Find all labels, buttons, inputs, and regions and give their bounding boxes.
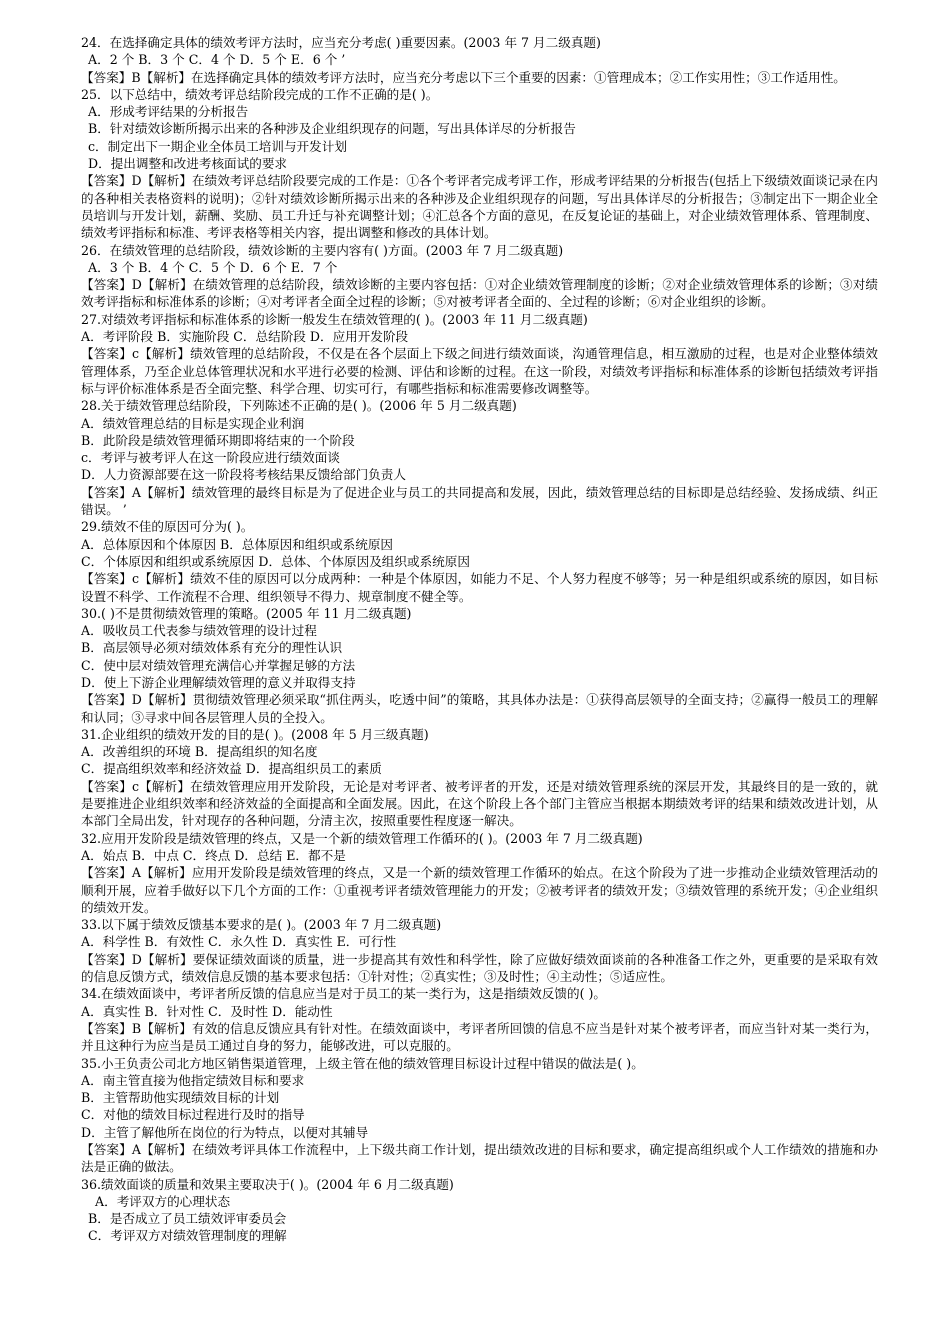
- text-line: 33.以下属于绩效反馈基本要求的是( )。(2003 年 7 月二级真题): [81, 917, 442, 933]
- text-line: 24．在选择确定具体的绩效考评方法时，应当充分考虑( )重要因素。(2003 年 7 月二级真题): [81, 35, 601, 50]
- text-line: B．主管帮助他实现绩效目标的计划: [81, 1090, 280, 1106]
- text-line: D．主管了解他所在岗位的行为特点，以便对其辅导: [81, 1124, 369, 1140]
- text-line: B．是否成立了员工绩效评审委员会: [88, 1211, 287, 1227]
- text-line: A．科学性 B．有效性 C．永久性 D．真实性 E．可行性: [81, 934, 397, 950]
- text-line: B．高层领导必须对绩效体系有充分的理性认识: [81, 640, 343, 656]
- text-line: 25．以下总结中，绩效考评总结阶段完成的工作不正确的是( )。: [81, 86, 439, 102]
- text-line: 【答案】D【解析】在绩效管理的总结阶段，绩效诊断的主要内容包括：①对企业绩效管理制度的诊断；②对企业绩效管理体系的诊断；③对绩效考评指标和标准体系的诊断；④对考评者全面全过程的诊断；⑤对被考评者全面的、全过程的诊断；⑥对企业组织的诊断。: [81, 277, 878, 310]
- text-line: 27.对绩效考评指标和标准体系的诊断一般发生在绩效管理的( )。(2003 年 11 月二级真题): [81, 311, 588, 327]
- text-line: D．人力资源部要在这一阶段将考核结果反馈给部门负责人: [81, 467, 406, 483]
- text-line: C．使中层对绩效管理充满信心并掌握足够的方法: [81, 657, 356, 673]
- text-line: 28.关于绩效管理总结阶段，下列陈述不正确的是( )。(2006 年 5 月二级真题): [81, 398, 517, 414]
- text-line: A．绩效管理总结的目标是实现企业利润: [81, 415, 305, 431]
- text-line: A．3 个 B．4 个 C．5 个 D．6 个 E．7 个: [88, 259, 338, 275]
- text-line: C．考评双方对绩效管理制度的理解: [88, 1228, 287, 1244]
- text-line: 30.( )不是贯彻绩效管理的策略。(2005 年 11 月二级真题): [81, 605, 412, 621]
- text-line: 26．在绩效管理的总结阶段，绩效诊断的主要内容有( )方面。(2003 年 7 月二级真题): [81, 242, 564, 258]
- text-line: 【答案】D【解析】在绩效考评总结阶段要完成的工作是：①各个考评者完成考评工作，形成考评结果的分析报告(包括上下级绩效面谈记录在内的各种相关表格资料的说明)；②针对绩效诊断所揭示出来的各种涉及企业组织现存的问题，写出具体详尽的分析报告；③制定出下一期企业全员培训与开发计划，薪酬、奖励、员工升迁与补充调整计划；④汇总各个方面的意见，在反复论证的基础上，对企业绩效管理体系、管理制度、绩效考评指标和标准、考评表格等相关内容，提出调整和修改的具体计划。: [81, 173, 878, 241]
- text-line: A．吸收员工代表参与绩效管理的设计过程: [81, 623, 317, 639]
- text-line: A．南主管直接为他指定绩效目标和要求: [81, 1072, 305, 1088]
- text-line: 31.企业组织的绩效开发的目的是( )。(2008 年 5 月三级真题): [81, 726, 429, 742]
- text-line: A．改善组织的环境 B．提高组织的知名度: [81, 744, 318, 760]
- text-line: c．考评与被考评人在这一阶段应进行绩效面谈: [81, 450, 340, 466]
- text-line: 29.绩效不佳的原因可分为( )。: [81, 519, 254, 535]
- text-line: D．提出调整和改进考核面试的要求: [88, 156, 288, 172]
- text-line: B．针对绩效诊断所揭示出来的各种涉及企业组织现存的问题，写出具体详尽的分析报告: [88, 121, 576, 137]
- text-line: 【答案】B【解析】有效的信息反馈应具有针对性。在绩效面谈中，考评者所回馈的信息不应当是针对某个被考评者，而应当针对某一类行为，并且这种行为应当是员工通过自身的努力，能够改进，可以克服的。: [81, 1020, 878, 1054]
- text-line: C．提高组织效率和经济效益 D．提高组织员工的素质: [81, 761, 382, 777]
- text-line: 【答案】c【解析】在绩效管理应用开发阶段，无论是对考评者、被考评者的开发，还是对绩效管理系统的深层开发，其最终目的是一致的，就是要推进企业组织效率和经济效益的全面提高和全面发展。因此，在这个阶段上各个部门主管应当根据本期绩效考评的结果和绩效改进计划，从本部门全局出发，针对现存的各种问题，分清主次，按照重要性程度逐一解决。: [81, 778, 878, 829]
- text-line: C．对他的绩效目标过程进行及时的指导: [81, 1107, 305, 1123]
- text-line: A．考评阶段 B．实施阶段 C．总结阶段 D．应用开发阶段: [81, 329, 409, 345]
- text-line: A．形成考评结果的分析报告: [88, 104, 249, 120]
- text-line: 32.应用开发阶段是绩效管理的终点，又是一个新的绩效管理工作循环的( )。(2003 年 7 月二级真题): [81, 830, 643, 846]
- text-line: 35.小王负责公司北方地区销售渠道管理，上级主管在他的绩效管理目标设计过程中错误的做法是( )。: [81, 1055, 644, 1071]
- text-line: A．始点 B．中点 C．终点 D．总结 E．都不是: [81, 847, 346, 863]
- text-line: A．考评双方的心理状态: [95, 1193, 231, 1209]
- text-line: 34.在绩效面谈中，考评者所反馈的信息应当是对于员工的某一类行为，这是指绩效反馈的( )。: [81, 986, 607, 1002]
- text-line: 【答案】D【解析】贯彻绩效管理必须采取“抓住两头，吃透中间”的策略，其具体办法是：①获得高层领导的全面支持；②赢得一般员工的理解和认同；③寻求中间各层管理人员的全投入。: [81, 692, 878, 725]
- text-line: 【答案】A【解析】绩效管理的最终目标是为了促进企业与员工的共同提高和发展，因此，绩效管理总结的目标即是总结经验、发扬成绩、纠正错误。 ’: [81, 484, 878, 518]
- text-line: 【答案】A【解析】应用开发阶段是绩效管理的终点，又是一个新的绩效管理工作循环的始点。在这个阶段为了进一步推动企业绩效管理活动的顺利开展，应着手做好以下几个方面的工作：①重视考评者绩效管理能力的开发；②被考评者的绩效开发；③绩效管理的系统开发；④企业组织的绩效开发。: [81, 865, 878, 915]
- text-line: A．真实性 B．针对性 C．及时性 D．能动性: [81, 1003, 333, 1019]
- text-line: 【答案】c【解析】绩效不佳的原因可以分成两种：一种是个体原因，如能力不足、个人努力程度不够等；另一种是组织或系统的原因，如目标设置不科学、工作流程不合理、组织领导不得力、规章制度不健全等。: [81, 571, 878, 604]
- text-line: 【答案】c【解析】绩效管理的总结阶段，不仅是在各个层面上下级之间进行绩效面谈，沟通管理信息，相互激励的过程，也是对企业整体绩效管理体系，乃至企业总体管理状况和水平进行必要的检测、评估和诊断的过程。在这一阶段，对绩效考评指标和标准体系的诊断包括绩效考评指标与评价标准体系是否全面完整、科学合理、切实可行，有哪些指标和标准需要修改调整等。: [81, 346, 878, 396]
- text-line: 【答案】D【解析】要保证绩效面谈的质量，进一步提高其有效性和科学性，除了应做好绩效面谈前的各种准备工作之外，更重要的是采取有效的信息反馈方式，绩效信息反馈的基本要求包括：①针对性；②真实性；③及时性；④主动性；⑤适应性。: [81, 951, 878, 985]
- text-line: A．总体原因和个体原因 B．总体原因和组织或系统原因: [81, 536, 394, 552]
- text-line: C．个体原因和组织或系统原因 D．总体、个体原因及组织或系统原因: [81, 553, 470, 569]
- text-line: 【答案】A【解析】在绩效考评具体工作流程中，上下级共商工作计划，提出绩效改进的目标和要求，确定提高组织或个人工作绩效的措施和办法是正确的做法。: [81, 1142, 878, 1175]
- text-line: 【答案】B【解析】在选择确定具体的绩效考评方法时，应当充分考虑以下三个重要的因素：①管理成本；②工作实用性；③工作适用性。: [81, 69, 846, 85]
- text-line: B．此阶段是绩效管理循环期即将结束的一个阶段: [81, 432, 355, 448]
- text-line: A．2 个 B．3 个 C．4 个 D．5 个 E．6 个 ’: [88, 52, 346, 68]
- text-line: D．使上下游企业理解绩效管理的意义并取得支持: [81, 674, 356, 690]
- text-line: c．制定出下一期企业全体员工培训与开发计划: [88, 138, 347, 154]
- text-line: 36.绩效面谈的质量和效果主要取决于( )。(2004 年 6 月二级真题): [81, 1176, 454, 1192]
